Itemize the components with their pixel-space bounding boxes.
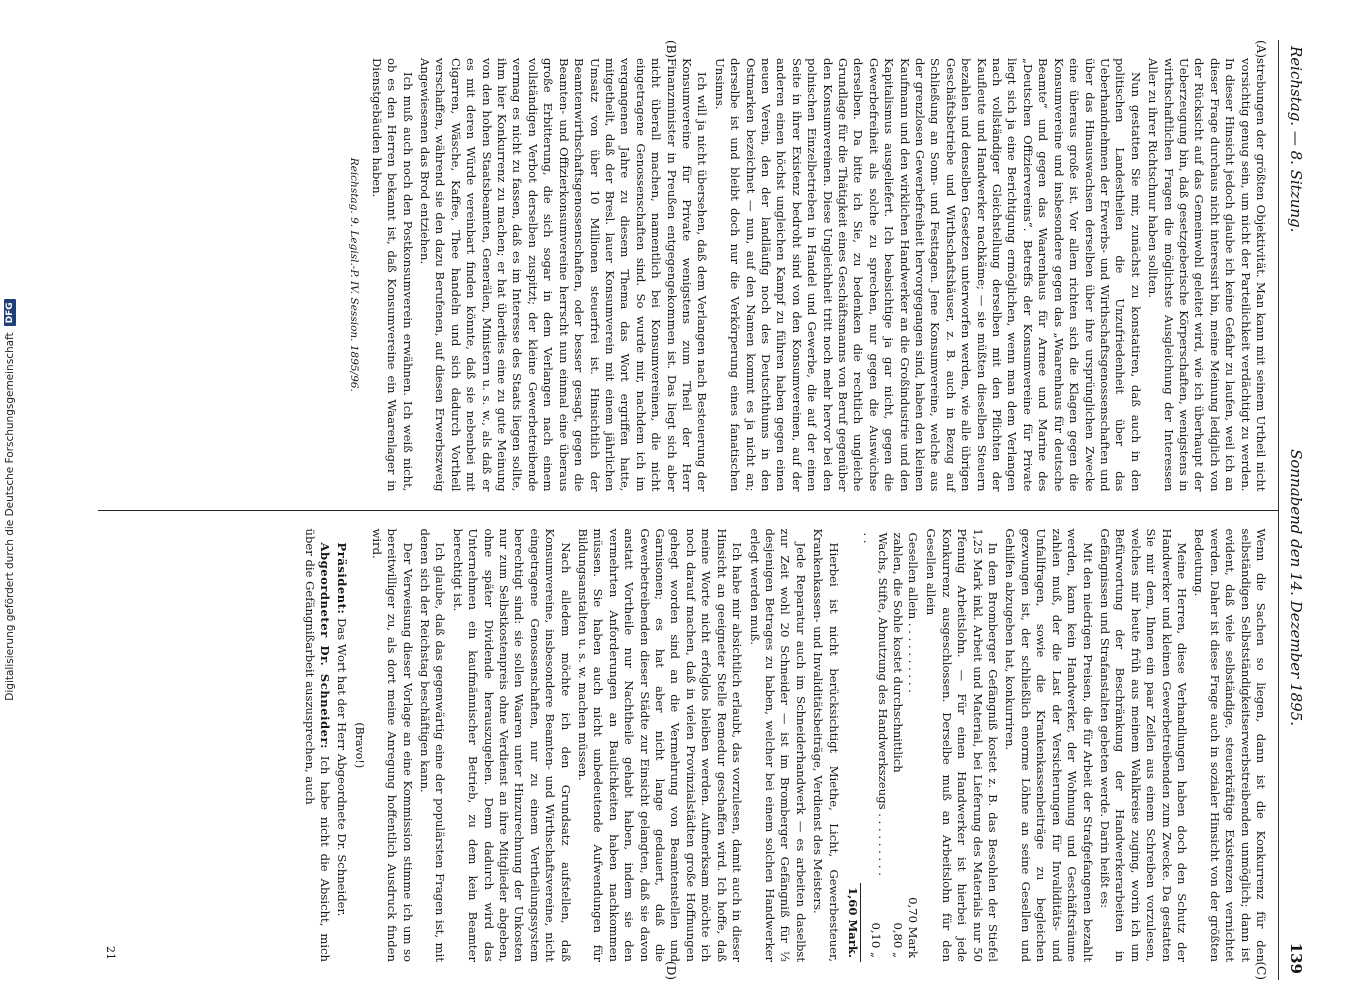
paragraph: Hierbei ist nicht berücksichtigt Miethe, Licht, Gewerbesteuer, Krankenkassen- und Invaliditätsbeiträge, Verdienst des Meisters. (811, 528, 841, 962)
paragraph: Ich glaube, daß das gegenwärtig eine der populärsten Fragen ist, mit denen sich der Reichstag beschäftigen kann. (418, 528, 448, 962)
header-date: Sonnabend den 14. Dezember 1895. (1287, 449, 1305, 726)
marker-b: (B) (664, 40, 678, 59)
schneider-statement (301, 529, 332, 963)
paragraph: strebungen der größten Objektivität. Man kann mit seinem Urtheil nicht vorsichtig genug sein, um nicht der Parteilichkeit verdächtigt zu werden. In dieser Hinsicht jedoch glaube ich keine Gefahr zu laufen, weil ich an dieser Frage durchaus nicht interessirt bin, meine Meinung lediglich von der Rücksicht auf das Gemeinwohl geleitet wird, wie ich überhaupt der Ueberzeugung bin, daß gesetzgeberische Körperschaften, wenigstens in wirthschaftlichen Fragen die möglichste Ausgleichung der Interessen Aller zu ihrer Richtschnur haben sollten. (1146, 58, 1268, 492)
applause-note: (Bravo!) (353, 722, 367, 769)
page-number: 139 (1287, 942, 1305, 974)
cost-label: zahlen, die Sohle kostet durchschnittlich (891, 532, 906, 773)
cost-label: Wachs, Stifte, Abnutzung des Handwerkszeugs . . . . . . . . . . . (861, 532, 891, 876)
president-statement (334, 529, 349, 963)
right-column (98, 510, 1278, 981)
paragraph: Jede Reparatur auch im Schneiderhandwerk — es arbeiten daselbst zur Zeit wohl 20 Schneider — ist im Bromberger Gefängniß für ⅓ desjenigen Betrages zu haben, welcher bei einem solchen Handwerker erlegt werden muß. (747, 528, 808, 962)
digitization-footer (0, 0, 20, 1000)
page-header (1278, 40, 1305, 980)
cost-label: Gesellen allein . . . . . . . . . . (906, 532, 921, 693)
quoted-paragraph: Mit den niedrigen Preisen, die für Arbeit der Strafgefangenen bezahlt werden, kann kein Handwerker, der Wohnung und Geschäftsräume zahlen muß, der die Last der Versicherungen für Invaliditäts- und Unfallfragen, sowie die Krankenkassenbeiträge zu begleichen gezwungen ist, der schließlich enorme Löhne an seine Gesellen und Gehilfen abzugeben hat, konkurriren. (1003, 528, 1095, 962)
marker-d: (D) (664, 961, 678, 980)
cost-total-label (845, 529, 861, 884)
left-column (98, 40, 1278, 510)
paragraph: Wenn die Sachen so liegen, dann ist die Konkurrenz für den selbständigen Selbstständigkeitserwerbstreibenden unmöglich; dann ist evident, daß viele selbständige, steuerkräftige Existenzen vernichtet werden. Daher ist diese Frage auch in sozialer Hinsicht von der größten Bedeutung. (1192, 528, 1268, 962)
paragraph: Ich muß auch noch den Postkonsumverein erwähnen. Ich weiß nicht, ob es den Herren bekannt ist, daß Konsumvereine ein Waarenlager in Dienstgebäuden haben. (369, 58, 415, 492)
paragraph: Ich habe mir absichtlich erlaubt, das vorzulesen, damit auch in dieser Hinsicht an geeigneter Stelle Remedur geschaffen wird. Ich hoffe, daß meine Worte nicht erfolglos bleiben werden. Aufmerksam möchte ich noch darauf machen, daß in vielen Provinzialstädten große Hoffnungen gehegt worden sind an die Vermehrung von Beamtenstellen und Garnisonen; es hat aber nicht lange gedauert, daß die Gewerbetreibenden dieser Städte zur Einsicht gelangten, daß sie davon anstatt Vortheile nur Nachtheile gehabt haben, indem sie den vermehrten Anforderungen an Baulichkeiten haben nachkommen müssen. Sie haben auch nicht unbedeutende Aufwendungen für Bildungsanstalten u. s. w. machen müssen. (576, 528, 745, 962)
text-columns (98, 40, 1278, 980)
cost-total-amount: 1,60 Mark. (845, 883, 861, 962)
cost-amount: 0,80 „ (891, 922, 906, 958)
marker-c: (C) (1254, 961, 1268, 980)
cost-table (845, 529, 921, 963)
header-left: Reichstag. — 8. Sitzung. (1287, 46, 1305, 233)
scanned-page (55, 40, 1305, 980)
quoted-paragraph: In dem Bromberger Gefängniß kostet z. B. das Besohlen der Stiefel 1,25 Mark inkl. Arbeit und Material, bei Lieferung des Materials nur 50 Pfennig Arbeitslohn. — Für einen Handwerker ist hierbei jede Konkurrenz ausgeschlossen. Derselbe muß an Arbeitslohn für den Gesellen allein (924, 528, 1001, 962)
cost-row (890, 529, 905, 963)
statement-text: Ich habe nicht die Absicht, mich über die Gefängnißarbeit auszusprechen, auch (302, 528, 332, 962)
paragraph: Der Verweisung dieser Vorlage an eine Kommission stimme ich um so bereitwilliger zu, als dort meine Anregung hoffentlich Ausdruck finden wird. (369, 528, 415, 962)
speaker-schneider: Abgeordneter Dr. Schneider: (317, 542, 332, 749)
cost-amount: 0,10 „ (868, 922, 883, 958)
speaker-president: Präsident: (335, 542, 350, 615)
paragraph: Nun gestatten Sie mir, zunächst zu konstatiren, daß auch in den politischen Landestheilen die Unzufriedenheit über das Ueberhandnehmen der Erwerbs- und Wirthschaftsgenossenschaften und über das Hinauswachsen derselben über ihre ursprünglichen Zwecke eine überaus große ist. Vor allem richten sich die Klagen gegen die Konsumvereine und insbesondere gegen das „Waarenhaus für deutsche Beamte“ und gegen das Waarenhaus für Armee und Marine des „Deutschen Offiziervereins“. Betreffs der Konsumvereine für Private liegt sich ja eine Berichtigung ermöglichen, wenn man dem Verlangen nach vollständiger Gleichstellung derselben mit den Pflichten der Kaufleute und Handwerker nachkäme; — sie müßten dieselben Steuern bezahlen und denselben Gesetzen unterworfen werden, wie alle übrigen Geschäftsbetriebe und Wirthschaftshäuser, z. B. auch in Bezug auf Schließung an Sonn- und Festtagen. Jene Konsumvereine, welche aus der grenzlosen Gewerbefreiheit hervorgegangen sind, haben den kleinen Kaufmann und den wirklichen Handwerker an die Großindustrie und den Kapitalismus ausgeliefert. Ich beabsichtige ja gar nicht, gegen die Gewerbefreiheit als solche zu sprechen, nur gegen die Auswüchse derselben. Da bitte ich Sie, zu bedenken die rechtlich ungleiche Grundlage für die Thätigkeit eines Geschäftsmanns von Beruf gegenüber den Konsumvereinen. Diese Ungleichheit tritt noch mehr hervor bei den polnischen Einzelbetrieben in Handel und Gewerbe, die auf der einen Seite in ihrer Existenz bedroht sind von den Konsumvereinen, auf der anderen einen höchst ungleichen Kampf zu führen haben gegen einen neuen Verein, den der landläufig noch des Deutschthums in den Ostmarken bezeichnet — nun, auf den Namen kommt es ja nicht an; derselbe ist und bleibt doch nur die Verkörperung eines fanatischen Unsinns. (712, 58, 1143, 492)
dfg-logo: DFG (4, 299, 16, 326)
paragraph: Nach alledem möchte ich den Grundsatz aufstellen, daß Konsumvereine, insbesondere Beamten- und Wirthschaftsvereine, nicht eingetragene Genossenschaften, nur zu einem Vertheilungssystem berechtigt sind: sie sollen Waaren unter Hinzurechnung der Unkosten nur zum Selbstkostenpreis ohne Verdienst an ihre Mitglieder abgeben, ohne später Dividende herauszugeben. Denn dadurch wird das Unternehmen ein kaufmännischer Betrieb, zu dem kein Beamter berechtigt ist. (450, 528, 573, 962)
session-citation: Reichstag. 9. Legisl.-P. IV. Session. 1895/96. (348, 157, 361, 392)
footer-text: Digitalisierung gefördert durch die Deutsche Forschungsgemeinschaft (4, 332, 16, 701)
cost-row (905, 529, 920, 963)
marker-a: (A) (1254, 40, 1268, 59)
paragraph: Meine Herren, diese Verhandlungen haben doch den Schutz der Handwerker und kleinen Gewerbetreibenden zum Zwecke. Da gestatten Sie mir dem, Ihnen ein paar Zeilen aus einem Schreiben vorzulesen, welches mir heute früh aus meinem Wahlkreise zuging, worin ich um Befürwortung der Beschränkung der Handwerkerarbeiten in Gefängnissen und Strafanstalten gebeten werde. Darin heißt es: (1097, 528, 1189, 962)
statement-text: Das Wort hat der Herr Abgeordnete Dr. Schneider. (335, 618, 350, 917)
sheet-number: 21 (104, 946, 117, 960)
cost-row (860, 529, 890, 963)
cost-total-row (845, 529, 861, 963)
paragraph: Ich will ja nicht übersehen, daß dem Verlangen nach Besteuerung der Konsumvereine für Private wenigstens zum Theil der Herr Finanzminister in Preußen entgegengekommen ist. Das liegt sich aber nicht überall machen, namentlich bei Konsumvereinen, die nicht eingetragene Genossenschaften sind. So wurde mir, nachdem ich im vergangenen Jahre zu diesem Thema das Wort ergriffen hatte, mitgetheilt, daß der Bresl. lauer Konsumverein mit einem jährlichen Umsatz von über 10 Millionen steuerfrei ist. Hinsichtlich der Beamtenwirthschaftsgenossenschaften, oder besser gesagt, gegen die Beamten- und Offizierkonsumvereine herrscht nun einmal eine überaus große Erbitterung, die sich sogar in dem Verlangen nach einem vollständigen Verbot derselben zuspitzt; der kleine Gewerbetreibende vermag es nicht zu fassen, daß es im Interesse des Staats liegen sollte, ihm hier Konkurrenz zu machen; er hat überdies eine zu gute Meinung von den hohen Staatsbeamten, Generälen, Ministern u. s. w., als daß er es mit deren Würde vereinbart finden könnte, daß sie nebenbei mit Cigarren, Wäsche, Kaffee, Thee handeln und sich dadurch Vortheil verschaffen, während sie den dazu Berufenen, auf diesen Erwerbszweig Angewiesenen das Brod entziehen. (418, 58, 710, 492)
cost-amount: 0,70 Mark (906, 897, 921, 958)
scanned-page-frame (55, 40, 1305, 980)
